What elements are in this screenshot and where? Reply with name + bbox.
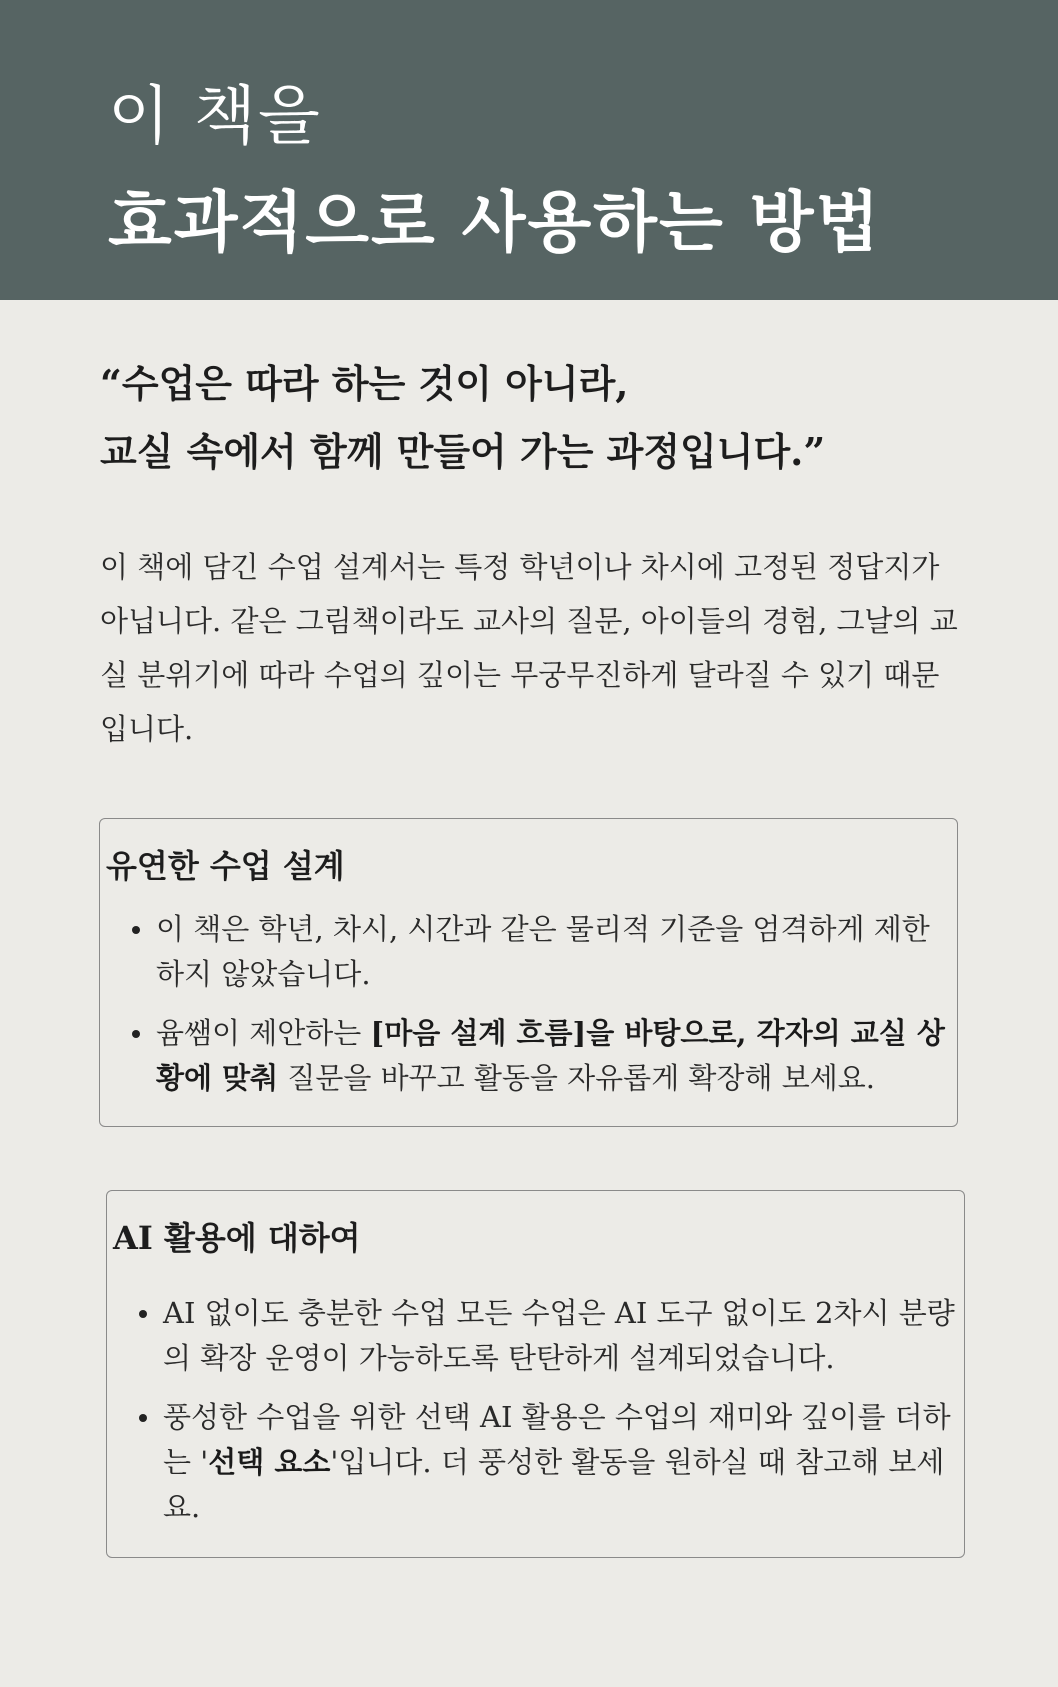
list-item xyxy=(100,1011,950,1101)
bullet-icon xyxy=(132,1030,140,1038)
list-item-text-pre: 윰쌤이 제안하는 xyxy=(156,1016,371,1050)
bullet-list xyxy=(100,907,950,1115)
list-item-text-post: '입니다. 더 풍성한 활동을 원하실 때 참고해 보세요. xyxy=(163,1445,945,1524)
pull-quote xyxy=(100,350,980,486)
bullet-icon xyxy=(139,1414,147,1422)
box-title: AI 활용에 대하여 xyxy=(113,1219,361,1257)
list-item-text-bold: [마음 설계 흐름]을 바탕으로, 각자의 교실 상황에 맞춰 xyxy=(156,1016,945,1095)
pull-quote-line-2: 교실 속에서 함께 만들어 가는 과정입니다.” xyxy=(100,429,826,474)
list-item xyxy=(107,1291,957,1381)
bullet-list xyxy=(107,1291,957,1544)
box-title: 유연한 수업 설계 xyxy=(106,847,345,885)
intro-paragraph: 이 책에 담긴 수업 설계서는 특정 학년이나 차시에 고정된 정답지가 아닙니다. 같은 그림책이라도 교사의 질문, 아이들의 경험, 그날의 교실 분위기에 따라 수업의 깊이는 무궁무진하게 달라질 수 있기 때문입니다. xyxy=(100,550,958,746)
list-item-text: AI 없이도 충분한 수업 모든 수업은 AI 도구 없이도 2차시 분량의 확장 운영이 가능하도록 탄탄하게 설계되었습니다. xyxy=(163,1296,955,1375)
list-item xyxy=(100,907,950,997)
list-item-text-bold: 선택 요소 xyxy=(208,1445,331,1479)
list-item-text-post: 질문을 바꾸고 활동을 자유롭게 확장해 보세요. xyxy=(278,1061,875,1095)
bullet-icon xyxy=(132,926,140,934)
list-item-text: 이 책은 학년, 차시, 시간과 같은 물리적 기준을 엄격하게 제한하지 않았습니다. xyxy=(156,912,930,991)
ai-usage-box xyxy=(106,1190,965,1558)
title-banner xyxy=(0,0,1058,300)
page-title-line-2: 효과적으로 사용하는 방법 xyxy=(108,183,882,261)
pull-quote-line-1: “수업은 따라 하는 것이 아니라, xyxy=(100,361,629,406)
page-title-line-1: 이 책을 xyxy=(108,80,322,154)
list-item-text-pre: 풍성한 수업을 위한 선택 AI 활용은 수업의 재미와 깊이를 더하는 ' xyxy=(163,1400,951,1479)
list-item xyxy=(107,1395,957,1530)
flexible-design-box xyxy=(99,818,958,1127)
bullet-icon xyxy=(139,1310,147,1318)
